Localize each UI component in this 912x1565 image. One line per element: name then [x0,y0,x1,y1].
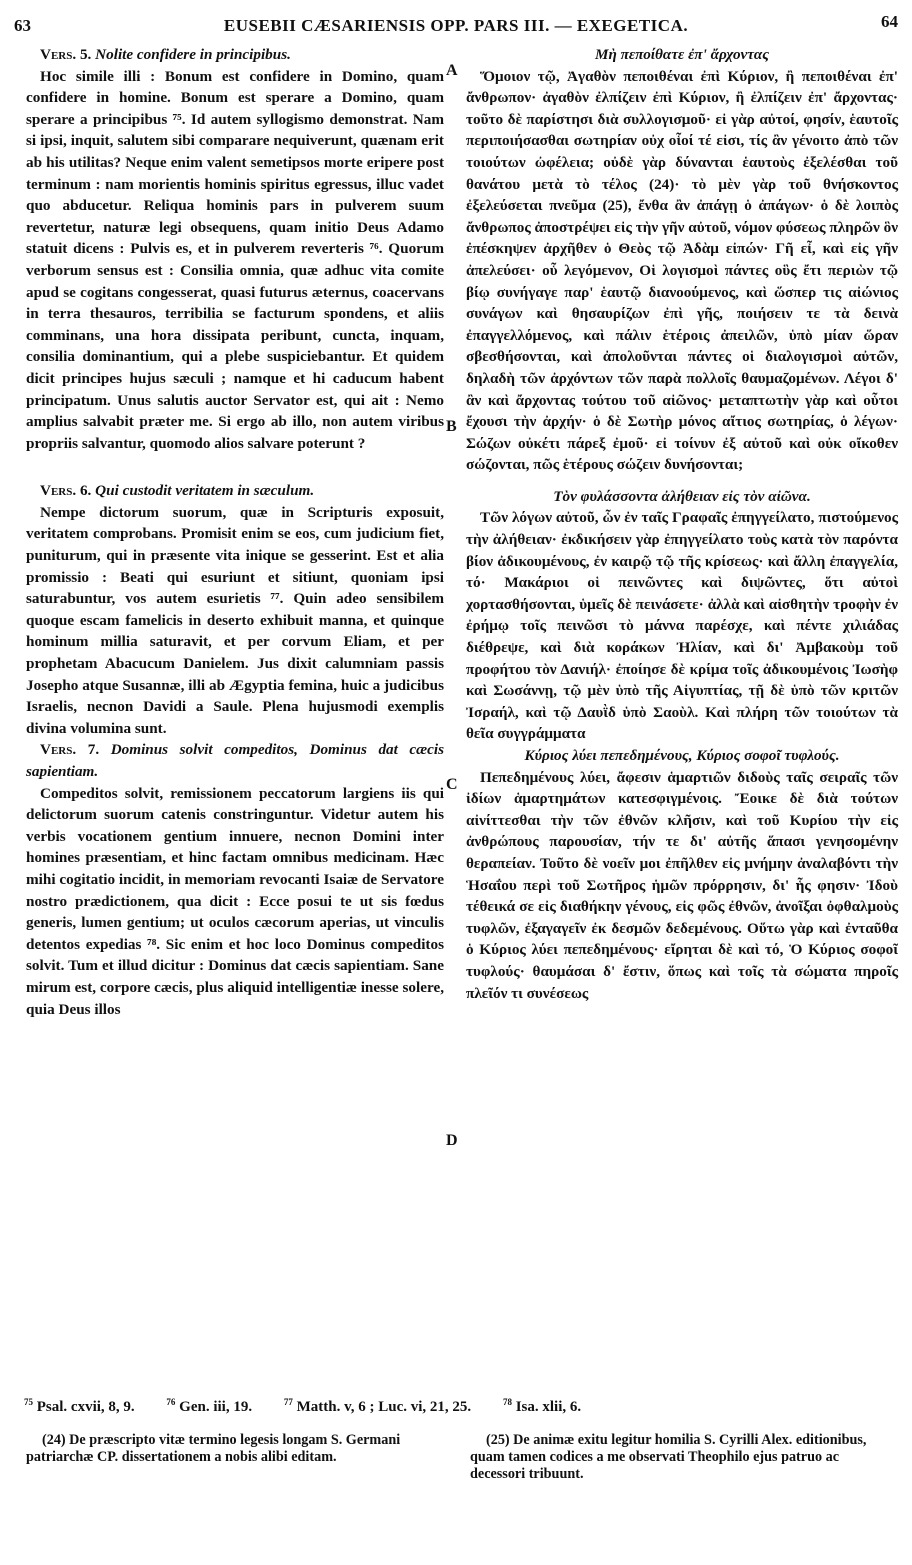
verse-7-title: Dominus solvit compeditos, Dominus dat cæcis sapientiam. [26,741,444,780]
verse-7-commentary: Compeditos solvit, remissionem peccatorum largiens iis qui delictorum suorum catenis constringuntur. Videtur autem his verbis vocationem gentium innuere, necnon Domini inter homines præsentiam, et hinc factam omnibus medicinam. Hæc mihi cogitatio incidit, in memoriam revocanti Isaiæ de Servatore nostro prædictionem, qua dicit : Ecce posui te ut sis fœdus generis, lumen gentium; ut oculos cæcorum aperias, ut vinculis detentos expedias ⁷⁸. Sic enim et hoc loco Dominus compeditos solvit. Tum et illud dicitur : Dominus dat cæcis sapientiam. Sane mirum est, corpore cæcis, plus aliquid intelligentiæ inesse solere, quia Deus illos [26,784,444,1018]
greek-heading-1: Μὴ πεποίθατε ἐπ' ἄρχοντας [594,46,770,63]
verse-6-title: Qui custodit veritatem in sæculum. [95,482,315,500]
editorial-note-24: (24) De præscripto vitæ termino legesis longam S. Germani patriarchæ CP. dissertationem a nobis alibi editam. [26,1432,401,1465]
footnote-item: $^{78}$ Isa. xlii, 6. [502,1397,582,1415]
page-number-left: 63 [14,16,31,35]
verse-6-heading [26,480,444,502]
greek-heading-3: Κύριος λύει πεπεδημένους, Κύριος σοφοῖ τυφλούς. [524,747,840,764]
verse-7-label: Vers. 7. [40,741,100,759]
margin-marker-a: A [446,62,458,79]
footnote-item: $^{76}$ Gen. iii, 19. [166,1397,253,1415]
verse-6-commentary: Nempe dictorum suorum, quæ in Scripturis exposuit, veritatem comprobans. Promisit enim se eos, cum judicium fiet, puniturum, qui in præsente vita inique se gesserint. Est et alia promissio : Beati qui esuriunt et sitiunt, quoniam ipsi saturabuntur, vos autem esurietis ⁷⁷. Quin adeo sensibilem quoque escam famelicis in deserto exhibuit manna, et quinque hominum millia saturavit, et per corvum Eliam, et per prophetam Abacucum Danielem. Jus dixit calumniam passis Josepho atque Susannæ, illi ab Ægyptia femina, huic a judicibus Israelis, necnon Davidi a Saule. Plena hujusmodi exemplis divina volumina sunt. [26,503,444,737]
margin-marker-b: B [446,418,457,435]
page-number-right: 64 [881,12,898,31]
verse-7-heading [26,739,444,782]
latin-column [26,44,444,1020]
scripture-references [24,1397,884,1416]
greek-commentary-3: Πεπεδημένους λύει, ἄφεσιν ἁμαρτιῶν διδοὺς ταῖς σειραῖς τῶν ἰδίων ἁμαρτημάτων κατεσφιγμένοις. Ἔοικε δὲ διὰ τούτων αἰνίττεσθαι τὴν τῶν ἐθνῶν κλῆσιν, καὶ τοῦ Κυρίου τὴν εἰς ἀνθρώπους παρουσίαν, τήν τε δι' αὐτῆς ἅπασι γενησομένην θεραπείαν. Τοῦτο δὲ νοεῖν μοι ἐπῆλθεν εἰς μνήμην ἀναλαβόντι τὴν Ἡσαΐου περὶ τοῦ Σωτῆρος ἡμῶν πρόρρησιν, δι' ἧς φησιν· Ἰδοὺ τέθεικά σε εἰς διαθήκην γένους, εἰς φῶς ἐθνῶν, ἀνοῖξαι ὀφθαλμοὺς τυφλῶν, ἐξαγαγεῖν ἐκ δεσμῶν δεδεμένους. Οὕτω γὰρ καὶ ἐνταῦθα ὁ Κύριος λύει πεπεδημένους· εἴρηται δὲ καὶ τό, Ὁ Κύριος σοφοῖ τυφλούς· θαυμάσαι δ' ἔστιν, ὅπως καὶ τοῖς τὰ σώματα πηροῖς πλεῖόν τι συνέσεως [466,768,898,1002]
editorial-note-25: (25) De animæ exitu legitur homilia S. Cyrilli Alex. editionibus, quam tamen codices a me observati Theophilo ejus patruo ac decessori tribuunt. [470,1432,867,1482]
footnote-item: $^{77}$ Matth. v, 6 ; Luc. vi, 21, 25. [283,1397,472,1415]
footnote-item: $^{75}$ Psal. cxvii, 8, 9. [24,1397,135,1415]
verse-5-label: Vers. 5. [40,46,92,63]
verse-5-heading [26,44,444,66]
running-title: EUSEBII CÆSARIENSIS OPP. PARS III. — EXEGETICA. [223,16,689,35]
greek-commentary-2: Τῶν λόγων αὐτοῦ, ὧν ἐν ταῖς Γραφαῖς ἐπηγγείλατο, πιστούμενος τὴν ἀλήθειαν· ἐκδικήσειν γὰρ ἐπηγγείλατο τοὺς κατὰ τὸν παρόντα βίον ἀδικουμένους, ἐν καιρῷ τῷ τῆς κρίσεως· καὶ ἄλλη ἐπαγγελία, τό· Μακάριοι οἱ πεινῶντες καὶ διψῶντες, ὅτι αὐτοὶ χορτασθήσονται, ὑμεῖς δὲ πεινάσετε· ἀλλὰ καὶ αἰσθητὴν τροφὴν ἐν ἐρήμῳ τοῖς πεινῶσι τὸ μάννα παρέσχε, καὶ πέντε χιλιάδας διέθρεψε, καὶ διὰ κοράκων Ἠλίαν, καὶ δι' Ἀμβακοὺμ τοῦ προφήτου τὸν Δανιήλ· ἐποίησε δὲ κρίμα τοῖς ἀδικουμένοις Ἰωσὴφ καὶ Σωσάννῃ, τῷ μὲν ὑπὸ τῆς Αἰγυπτίας, τῇ δὲ ὑπὸ τῶν κριτῶν Ἰσραήλ, καὶ τῷ Δαυῒδ ὑπὸ Σαοὺλ. Καὶ πλήρη τῶν τοιούτων τὰ θεῖα συγγράμματα [466,509,898,743]
margin-marker-d: D [446,1132,458,1149]
page-header [14,12,898,42]
greek-heading-2: Τὸν φυλάσσοντα ἀλήθειαν εἰς τὸν αἰῶνα. [553,487,811,505]
verse-5-title: Nolite confidere in principibus. [95,46,291,63]
verse-6-label: Vers. 6. [40,482,92,500]
verse-5-commentary: Hoc simile illi : Bonum est confidere in Domino, quam confidere in homine. Bonum est sperare a Domino, quam sperare a principibus ⁷⁵. Id autem syllogismo demonstrat. Nam si ipsi, inquit, salutem sibi comparare nequiverunt, quænam erit ab his utilitas? Neque enim valent semetipsos morte eripere post terminum : nam morientis hominis spiritus egressus, illuc vadet quo abducetur. Reliqua hominis pars in pulverem suum revertetur, naturæ legi obsequens, quam initio Deus Adamo statuit dicens : Pulvis es, et in pulverem reverteris ⁷⁶. Quorum verborum sensus est : Consilia omnia, quæ adhuc vita comite apud se cogitans congesserat, quasi futurus æternus, coacervans in terra thesauros, terribilia se facturum spondens, et aliis comminans, una hora dissipata peribunt, cuncta, inquam, consilia dominantium, qui a plebe suspiciebantur. Et quidem dicit principes hujus sæculi ; namque et hi caducum habent principatum. Unus salutis auctor Servator est, qui ait : Nemo amplius salvabit præter me. Si ergo ab illo, non autem viribus propriis salvantur, quomodo alios salvare poterunt ? [26,67,444,452]
greek-column [466,44,898,1004]
greek-commentary-1: Ὅμοιον τῷ, Ἀγαθὸν πεποιθέναι ἐπὶ Κύριον, ἢ πεποιθέναι ἐπ' ἄνθρωπον· ἀγαθὸν ἐλπίζειν ἐπὶ Κύριον, ἢ ἐλπίζειν ἐπ' ἄρχοντας· τοῦτο δὲ παρίστησι διὰ συλλογισμοῦ· εἰ γὰρ αὐτοί, φησίν, ἑαυτοῖς περιποιήσασθαι σωτηρίαν οὐχ οἷοί τέ εἰσι, τίς ἂν γένοιτο ἀπὸ τῶν τοιούτων ὠφέλεια; οὐδὲ γὰρ δύνανται ἑαυτοὺς ἐξελέσθαι τοῦ θανάτου μετὰ τὸ τέλος (24)· τὸ μὲν γὰρ τοῦ θνήσκοντος ἐξελεύσεται πνεῦμα (25), ἔνθα ἂν ἀπάγῃ ὁ ἀπάγων· ὁ δὲ λοιπὸς ἄνθρωπος ἀποστρέψει εἰς τὴν γῆν αὐτοῦ, νόμον φύσεως πληρῶν ὃν ἐπέσκηψεν ἀρχῆθεν ὁ Θεὸς τῷ Ἀδὰμ εἰπών· Γῆ εἶ, καὶ εἰς γῆν ἀπελεύσει· οὗ λεγόμενον, Οἱ λογισμοὶ πάντες οὓς ἔτι περιὼν τῷ βίῳ συνήγαγε παρ' ἑαυτῷ διανοούμενος, καὶ ὥσπερ τις αἰώνιος συνάγων καὶ θησαυρίζων ἐπὶ γῆς, ποιήσειν τε τὰ δεινὰ ἐπαγγελλόμενος, καὶ πάλιν ἑτέροις ἀπειλῶν, ὑπὸ μίαν ὥραν σβεσθήσονται, καὶ ἀπολοῦνται πάντες οἱ διαλογισμοὶ αὐτῶν, δηλαδὴ τῶν ἀρχόντων τῶν παρὰ πολλοῖς θαυμαζομένων. Λέγοι δ' ἂν καὶ ἄρχοντας τούτου τοῦ αἰῶνος· μεταπτωτὴν γὰρ καὶ οὗτοι ἔχουσι τὴν ἀρχήν· ὁ δὲ Σωτὴρ μόνος αἴτιος σωτηρίας, ὁ λέγων· Σώζων οὐκέτι πάρεξ ἐμοῦ· εἰ τοίνυν ἐξ αὐτοῦ καὶ οὐκ οἴκοθεν σώζονται, πῶς ἑτέρους σώζειν δυνήσονται; [466,67,898,474]
margin-marker-c: C [446,776,458,793]
